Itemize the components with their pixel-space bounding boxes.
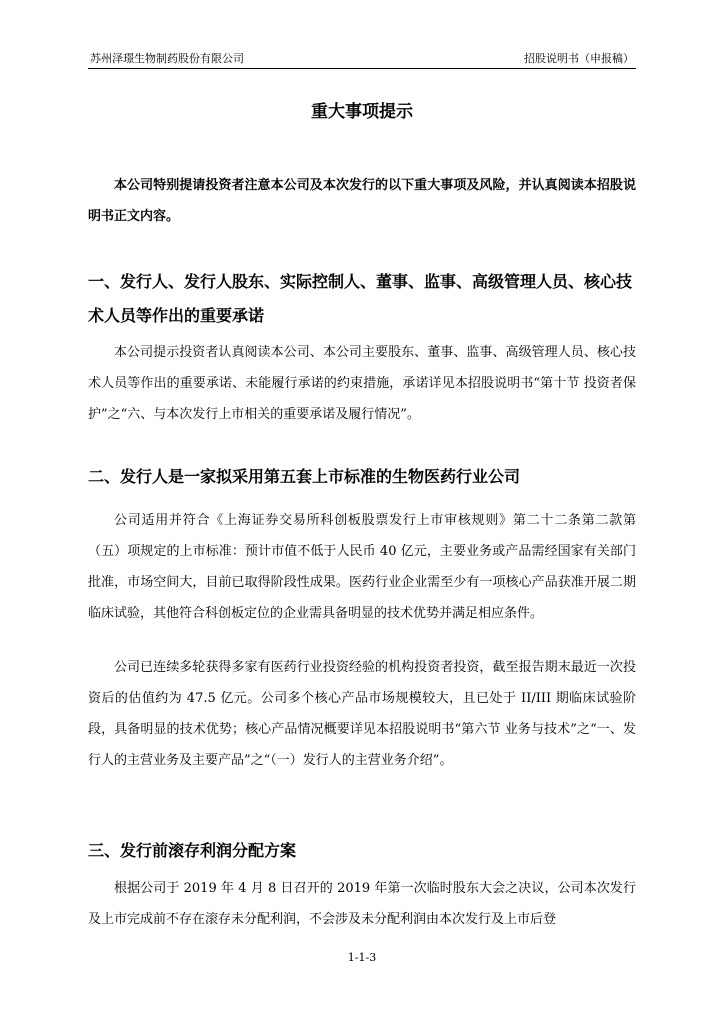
page-number: 1-1-3: [347, 951, 377, 964]
section-3-paragraph-1: 根据公司于 2019 年 4 月 8 日召开的 2019 年第一次临时股东大会之决议，公司本次发行及上市完成前不存在滚存未分配利润，不会涉及未分配利润由本次发行及上市后登: [88, 881, 636, 927]
page-title: 重大事项提示: [311, 102, 413, 122]
page-header: [88, 50, 636, 69]
section-2-paragraph-2: 公司已连续多轮获得多家有医药行业投资经验的机构投资者投资，截至报告期末最近一次投资后的估值约为 47.5 亿元。公司多个核心产品市场规模较大，且已处于 II/III 期临床试验阶段，具备明显的技术优势；核心产品情况概要详见本招股说明书“第六节 业务与技术”之“一、发行人的主营业务及主要产品”之“（一）发行人的主营业务介绍”。: [88, 660, 637, 768]
intro-paragraph: 本公司特别提请投资者注意本公司及本次发行的以下重大事项及风险，并认真阅读本招股说明书正文内容。: [88, 178, 636, 224]
section-2-heading: 二、发行人是一家拟采用第五套上市标准的生物医药行业公司: [88, 467, 521, 486]
section-3-heading: 三、发行前滚存利润分配方案: [88, 841, 297, 860]
section-2-paragraph-1: 公司适用并符合《上海证券交易所科创板股票发行上市审核规则》第二十二条第二款第（五）项规定的上市标准：预计市值不低于人民币 40 亿元，主要业务或产品需经国家有关部门批准，市场空间大，目前已取得阶段性成果。医药行业企业需至少有一项核心产品获准开展二期临床试验，其他符合科创板定位的企业需具备明显的技术优势并满足相应条件。: [88, 513, 636, 621]
document-type: 招股说明书（申报稿）: [524, 52, 634, 65]
section-1-paragraph-1: 本公司提示投资者认真阅读本公司、本公司主要股东、董事、监事、高级管理人员、核心技术人员等作出的重要承诺、未能履行承诺的约束措施，承诺详见本招股说明书“第十节 投资者保护”之“六、与本次发行上市相关的重要承诺及履行情况”。: [88, 345, 636, 422]
company-name: 苏州泽璟生物制药股份有限公司: [90, 52, 244, 65]
section-1-heading: 一、发行人、发行人股东、实际控制人、董事、监事、高级管理人员、核心技术人员等作出的重要承诺: [88, 272, 633, 325]
